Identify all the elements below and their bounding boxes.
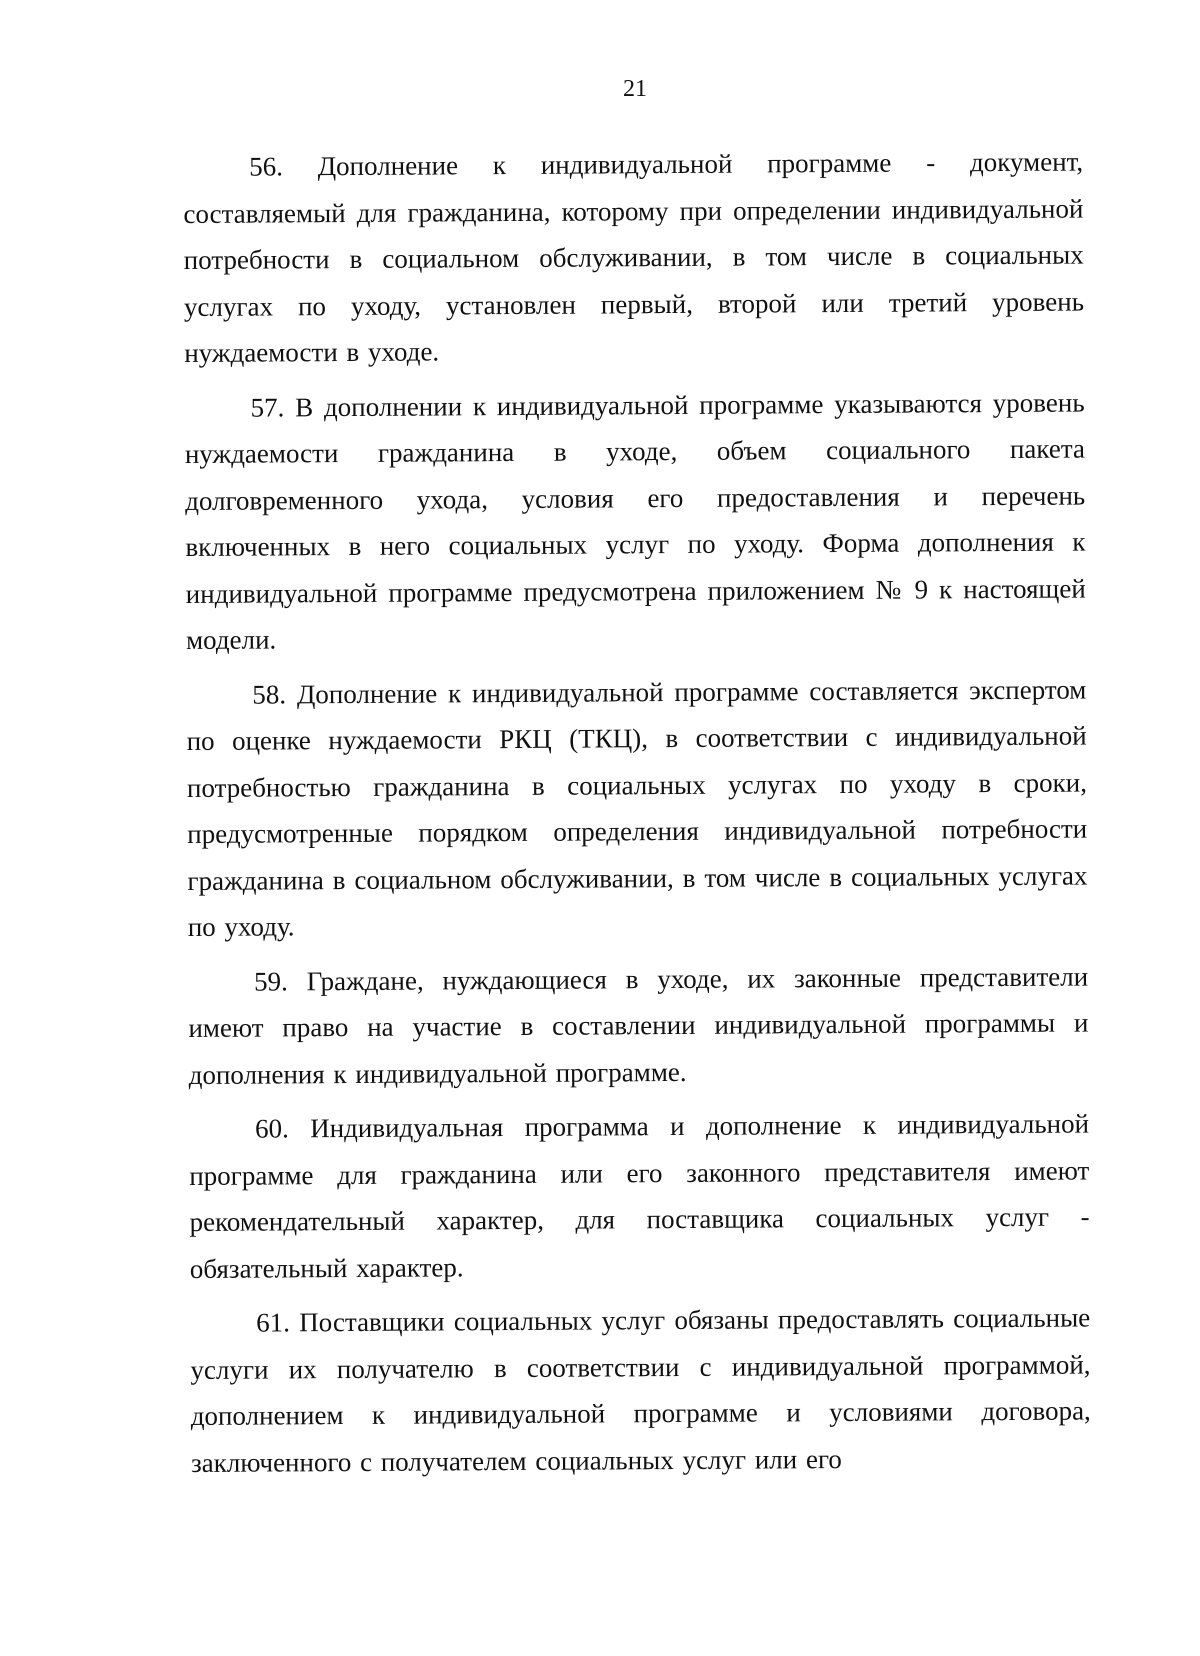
document-body	[183, 139, 1091, 1494]
paragraph-61: 61. Поставщики социальных услуг обязаны предоставлять социальные услуги их получателю в соответствии с индивидуальной программой, дополнением к индивидуальной программе и условиями договора, заключенного с получателем социальных услуг или его	[190, 1302, 1091, 1478]
paragraph-59: 59. Граждане, нуждающиеся в уходе, их законные представители имеют право на участие в составлении индивидуальной программы и дополнения к индивидуальной программе.	[188, 960, 1089, 1090]
paragraph-56: 56. Дополнение к индивидуальной программе - документ, составляемый для гражданина, которому при определении индивидуальной потребности в социальном обслуживании, в том числе в социальных услугах по уходу, установлен первый, второй или третий уровень нуждаемости в уходе.	[183, 146, 1085, 368]
paragraph-58: 58. Дополнение к индивидуальной программе составляется экспертом по оценке нуждаемости РКЦ (ТКЦ), в соответствии с индивидуальной потребностью гражданина в социальных услугах по уходу в сроки, предусмотренные порядком определения индивидуальной потребности гражданина в социальном обслуживании, в том числе в социальных услугах по уходу.	[186, 673, 1088, 942]
page-number: 21	[623, 76, 647, 102]
paragraph-57: 57. В дополнении к индивидуальной программе указываются уровень нуждаемости гражданина в уходе, объем социального пакета долговременного ухода, условия его предоставления и перечень включенных в него социальных услуг по уходу. Форма дополнения к индивидуальной программе предусмотрена приложением № 9 к настоящей модели.	[184, 386, 1086, 655]
paragraph-60: 60. Индивидуальная программа и дополнение к индивидуальной программе для гражданина или его законного представителя имеют рекомендательный характер, для поставщика социальных услуг - обязательный характер.	[189, 1108, 1090, 1284]
